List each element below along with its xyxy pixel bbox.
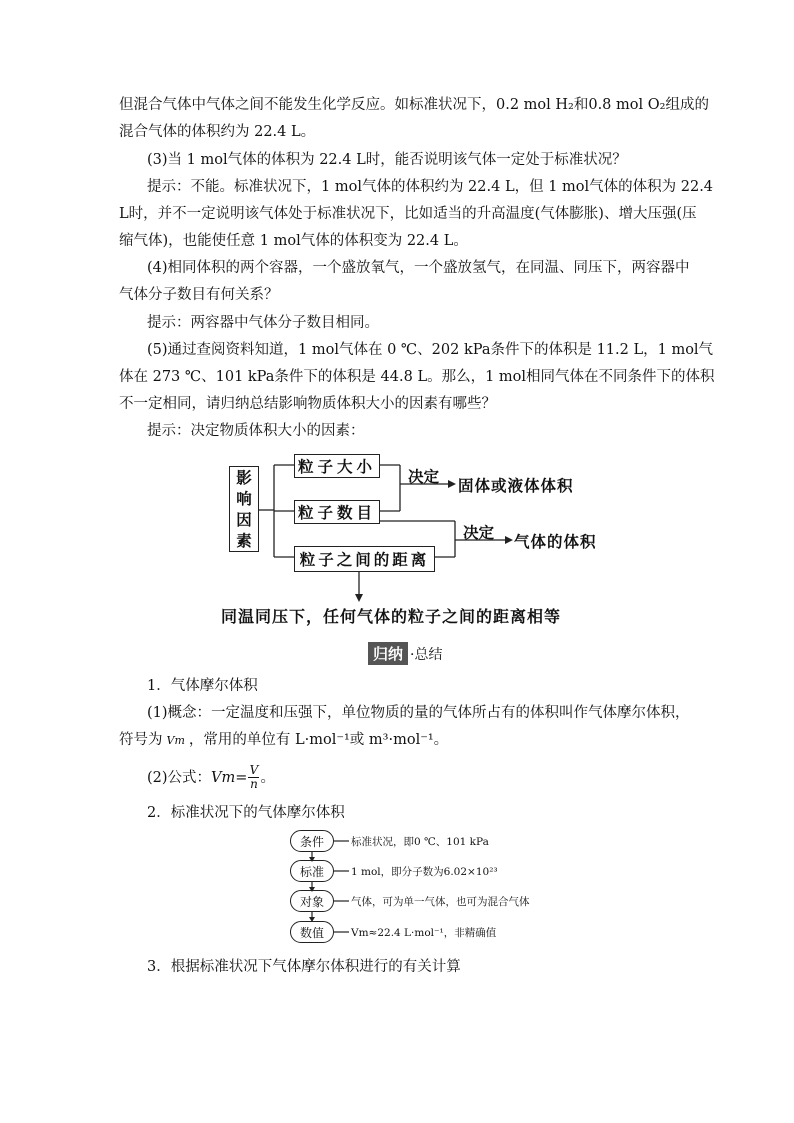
formula-denominator: n [250, 777, 258, 791]
box-particle-size: 粒子大小 [294, 454, 380, 478]
section-heading-3: 3．根据标准状况下气体摩尔体积进行的有关计算 [147, 959, 461, 975]
box-particle-count: 粒子数目 [294, 500, 380, 524]
diagram2-text-condition: 标准状况，即0 ℃、101 kPa [351, 836, 489, 848]
text-line: 缩气体)，也能使任意 1 mol气体的体积变为 22.4 L。 [119, 233, 468, 249]
factor-char: 因 [236, 510, 252, 529]
diagram2-text-object: 气体，可为单一气体，也可为混合气体 [351, 896, 530, 908]
text-line: 不一定相同，请归纳总结影响物质体积大小的因素有哪些？ [119, 396, 496, 412]
formula-equals: = [235, 769, 248, 786]
result-solid-liquid-volume: 固体或液体体积 [458, 476, 574, 495]
factor-char: 素 [236, 531, 252, 550]
diagram2-label-standard: 标准 [290, 860, 334, 882]
formula-prefix: (2)公式： [147, 769, 212, 786]
diagram-conclusion: 同温同压下，任何气体的粒子之间的距离相等 [221, 607, 562, 626]
formula-lhs: Vm [211, 769, 236, 786]
symbol-vm: Vm [166, 734, 185, 747]
question-4: (4)相同体积的两个容器，一个盛放氧气，一个盛放氢气，在同温、同压下，两容器中 [147, 260, 690, 276]
diagram2-label-value: 数值 [290, 921, 334, 943]
formula-numerator: V [249, 763, 259, 777]
hint-4: 提示：两容器中气体分子数目相同。 [147, 315, 379, 331]
box-particle-distance: 粒子之间的距离 [294, 546, 435, 572]
formula-end: 。 [260, 769, 275, 786]
factor-char: 影 [236, 468, 252, 487]
symbol-prefix: 符号为 [119, 732, 163, 748]
hint-3: 提示：不能。标准状况下，1 mol气体的体积约为 22.4 L，但 1 mol气体的体积为 22.4 [147, 179, 714, 195]
text-line: 气体分子数目有何关系？ [119, 287, 279, 303]
hint-5: 提示：决定物质体积大小的因素： [147, 423, 365, 439]
decide-label-2: 决定 [463, 523, 495, 542]
diagram2-text-value: Vm≈22.4 L·mol⁻¹，非精确值 [351, 927, 497, 939]
text-line: 体在 273 ℃、101 kPa条件下的体积是 44.8 L。那么，1 mol相同气体在不同条件下的体积 [119, 369, 715, 385]
text-line: 混合气体的体积约为 22.4 L。 [119, 124, 316, 140]
text-line: 但混合气体中气体之间不能发生化学反应。如标准状况下，0.2 mol H₂和0.8 mol O₂组成的 [119, 97, 709, 113]
diagram2-label-condition: 条件 [290, 830, 334, 852]
diagram2-label-object: 对象 [290, 890, 334, 912]
summary-badge-tail: ·总结 [410, 646, 443, 663]
result-gas-volume: 气体的体积 [514, 532, 597, 551]
symbol-suffix: ，常用的单位有 L·mol⁻¹或 m³·mol⁻¹。 [188, 732, 449, 748]
question-3: (3)当 1 mol气体的体积为 22.4 L时，能否说明该气体一定处于标准状况？ [147, 152, 627, 168]
concept-line: (1)概念：一定温度和压强下，单位物质的量的气体所占有的体积叫作气体摩尔体积， [147, 705, 690, 721]
section-heading-2: 2．标准状况下的气体摩尔体积 [147, 805, 345, 821]
text-line: L时，并不一定说明该气体处于标准状况下，比如适当的升高温度(气体膨胀)、增大压强(压 [119, 206, 697, 222]
summary-badge: 归纳 [368, 642, 408, 665]
diagram2-text-standard: 1 mol，即分子数为6.02×10²³ [351, 866, 498, 878]
section-heading-1: 1．气体摩尔体积 [147, 678, 258, 694]
decide-label-1: 决定 [408, 467, 440, 486]
question-5: (5)通过查阅资料知道，1 mol气体在 0 ℃、202 kPa条件下的体积是 11.2 L，1 mol气 [147, 342, 714, 358]
factor-char: 响 [236, 489, 252, 508]
